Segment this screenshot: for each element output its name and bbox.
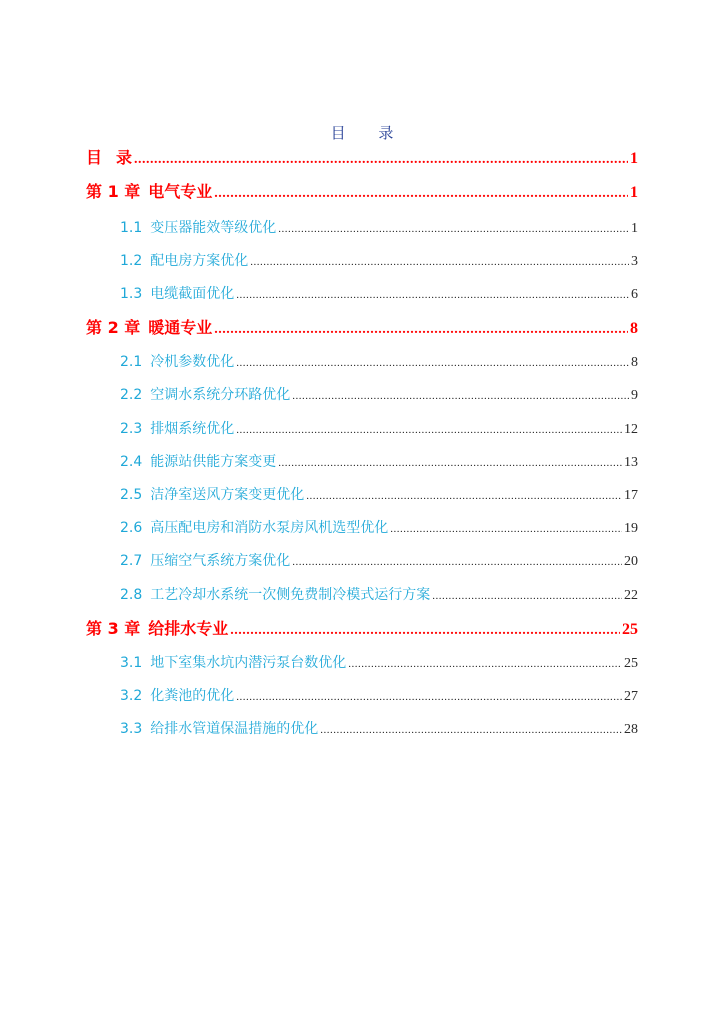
toc-entry-number: 2.1	[120, 354, 143, 370]
toc-entry[interactable]	[120, 449, 638, 475]
toc-entry-page: 6	[631, 287, 638, 302]
toc-entry-page: 22	[624, 588, 638, 603]
toc-entry-number: 2.7	[120, 553, 143, 569]
toc-leader-dots	[320, 717, 622, 743]
toc-entry[interactable]	[120, 248, 638, 274]
toc-leader-dots	[236, 684, 622, 710]
toc-entry-page: 27	[624, 689, 638, 704]
toc-entry-page: 1	[630, 150, 638, 167]
toc-entry-title: 能源站供能方案变更	[150, 454, 277, 470]
toc-entry-number: 2.2	[120, 387, 143, 403]
toc-entry[interactable]	[86, 179, 638, 205]
toc-entry-page: 28	[624, 722, 638, 737]
toc-leader-dots	[278, 216, 629, 242]
toc-entry-number: 1.2	[120, 253, 143, 269]
toc-leader-dots	[236, 417, 622, 443]
toc-leader-dots	[348, 651, 622, 677]
toc-leader-dots	[214, 317, 628, 343]
toc-leader-dots	[292, 383, 629, 409]
toc-entry-title: 冷机参数优化	[150, 354, 235, 370]
toc-entry-page: 1	[631, 221, 638, 236]
toc-entry-title: 压缩空气系统方案优化	[150, 553, 291, 569]
toc-leader-dots	[306, 483, 622, 509]
toc-entry[interactable]	[120, 683, 638, 709]
toc-entry[interactable]	[120, 482, 638, 508]
toc-leader-dots	[390, 516, 622, 542]
toc-entry-title: 地下室集水坑内潜污泵台数优化	[150, 655, 347, 671]
toc-entry[interactable]	[120, 349, 638, 375]
toc-entry[interactable]	[120, 716, 638, 742]
toc-entry-page: 8	[630, 320, 638, 337]
toc-entry-title: 暖通专业	[148, 318, 213, 337]
toc-entry[interactable]	[86, 616, 638, 642]
toc-entry[interactable]	[120, 582, 638, 608]
toc-entry-title: 工艺冷却水系统一次侧免费制冷模式运行方案	[150, 587, 431, 603]
toc-entry-page: 13	[624, 455, 638, 470]
toc-leader-dots	[214, 181, 628, 207]
toc-leader-dots	[278, 450, 622, 476]
toc-entry-title: 洁净室送风方案变更优化	[150, 487, 305, 503]
toc-entry-title: 给排水专业	[148, 619, 229, 638]
toc-leader-dots	[236, 350, 629, 376]
toc-entry-title: 高压配电房和消防水泵房风机选型优化	[150, 520, 389, 536]
toc-entry-title: 电缆截面优化	[150, 286, 235, 302]
toc-heading: 目 录	[330, 124, 408, 142]
toc-leader-dots	[250, 249, 629, 275]
toc-entry-number: 2.8	[120, 587, 143, 603]
toc-entry-page: 25	[624, 656, 638, 671]
toc-entry-page: 19	[624, 521, 638, 536]
toc-entry-number: 2.5	[120, 487, 143, 503]
toc-entry-page: 1	[630, 184, 638, 201]
toc-entry-number: 第 1 章	[86, 182, 141, 201]
toc-entry[interactable]	[86, 315, 638, 341]
toc-entry-number: 3.1	[120, 655, 143, 671]
toc-leader-dots	[432, 583, 622, 609]
toc-entry[interactable]	[120, 215, 638, 241]
toc-entry-title: 化粪池的优化	[150, 688, 235, 704]
toc-entry[interactable]	[120, 382, 638, 408]
toc-entry-page: 12	[624, 422, 638, 437]
toc-entry-title: 空调水系统分环路优化	[150, 387, 291, 403]
toc-entry-number: 目	[86, 148, 103, 167]
toc-entry-page: 8	[631, 355, 638, 370]
toc-entry-number: 3.2	[120, 688, 143, 704]
toc-leader-dots	[134, 147, 628, 173]
toc-entry-title: 电气专业	[148, 182, 213, 201]
toc-entry-title: 给排水管道保温措施的优化	[150, 721, 319, 737]
toc-entry-page: 25	[622, 621, 638, 638]
toc-leader-dots	[230, 618, 620, 644]
toc-entry-page: 17	[624, 488, 638, 503]
toc-entry[interactable]	[86, 145, 638, 171]
toc-entry-page: 9	[631, 388, 638, 403]
toc-entry-page: 20	[624, 554, 638, 569]
toc-entry-number: 3.3	[120, 721, 143, 737]
toc-entry[interactable]	[120, 416, 638, 442]
toc-entry-title: 录	[116, 148, 133, 167]
toc-entry-title: 变压器能效等级优化	[150, 220, 277, 236]
toc-entry[interactable]	[120, 650, 638, 676]
toc-entry-number: 2.3	[120, 421, 143, 437]
toc-leader-dots	[236, 282, 629, 308]
toc-entry-number: 1.3	[120, 286, 143, 302]
toc-entry-number: 2.6	[120, 520, 143, 536]
toc-entry[interactable]	[120, 281, 638, 307]
toc-entry[interactable]	[120, 515, 638, 541]
toc-entry-page: 3	[631, 254, 638, 269]
toc-entry-number: 第 3 章	[86, 619, 141, 638]
toc-entry-number: 1.1	[120, 220, 143, 236]
toc-entry-number: 第 2 章	[86, 318, 141, 337]
toc-entry[interactable]	[120, 548, 638, 574]
toc-entry-title: 配电房方案优化	[150, 253, 249, 269]
toc-entry-number: 2.4	[120, 454, 143, 470]
toc-entry-title: 排烟系统优化	[150, 421, 235, 437]
toc-leader-dots	[292, 549, 622, 575]
